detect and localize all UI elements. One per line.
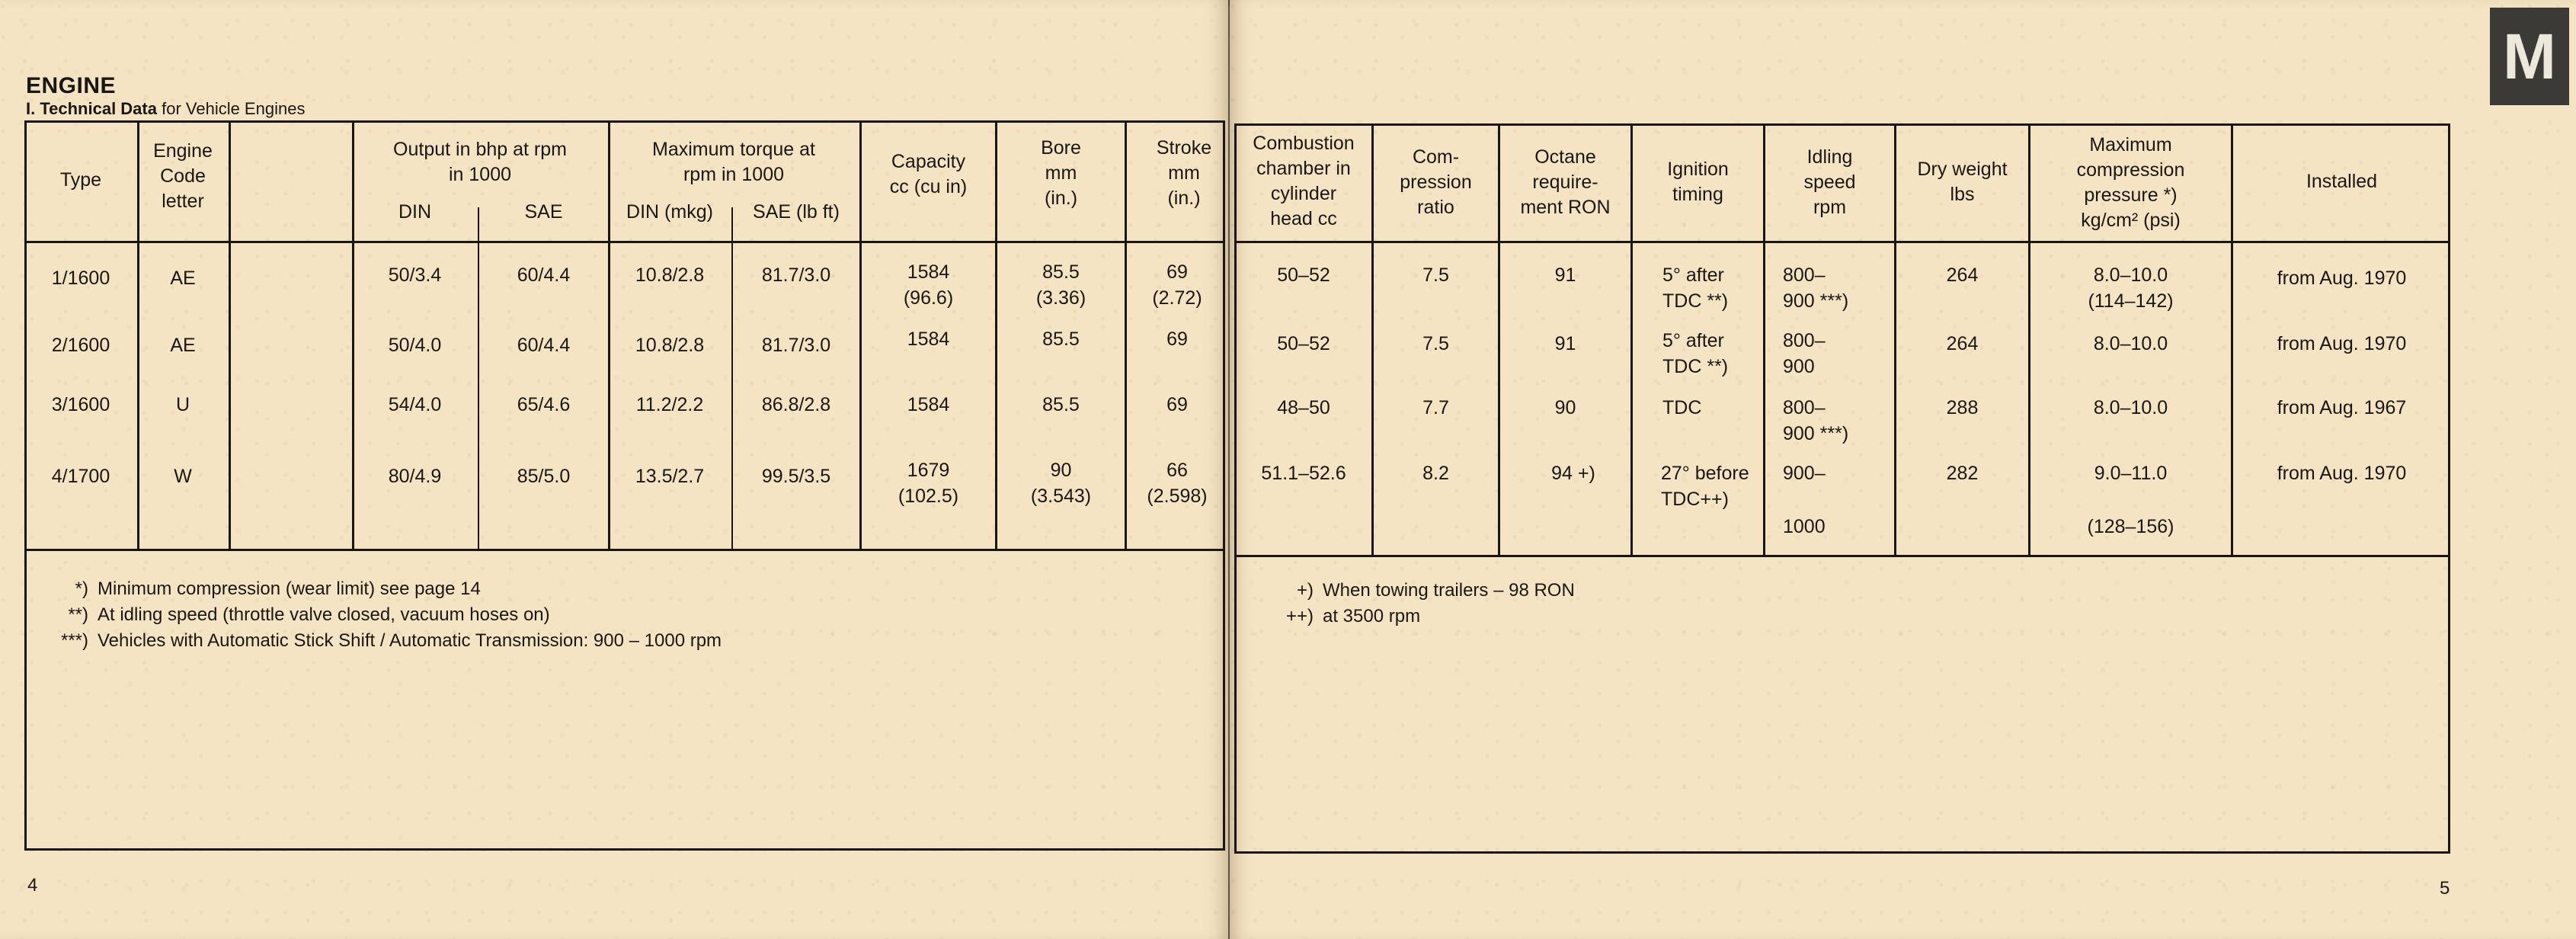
cell-capacity	[862, 457, 995, 509]
cell-torque-sae: 86.8/2.8	[761, 394, 831, 415]
cell-output-sae: 65/4.6	[517, 394, 571, 415]
footnote-mark: ++)	[1285, 606, 1314, 627]
page-number-right: 5	[2440, 878, 2450, 899]
cell-max-compression-psi: (128–156)	[2087, 516, 2174, 537]
cell-bore: 85.5	[1042, 328, 1080, 350]
header-torque-din: DIN (mkg)	[626, 201, 713, 223]
header-combustion-l3: cylinder	[1270, 183, 1337, 204]
cell-bore: 85.5	[1042, 394, 1080, 415]
header-bore-l1: Bore	[1041, 137, 1081, 159]
cell-dry-weight: 264	[1946, 333, 1979, 354]
header-compression-l2: pression	[1400, 171, 1472, 193]
cell-ignition	[1662, 395, 1762, 421]
header-combustion-l1: Combustion	[1253, 133, 1355, 154]
cell-code: W	[174, 466, 192, 487]
cell-idling-l2: 900 ***)	[1783, 423, 1849, 444]
header-type: Type	[59, 169, 102, 191]
header-idling-l3: rpm	[1813, 197, 1847, 218]
cell-max-compression: 8.0–10.0	[2093, 333, 2168, 354]
header-ignition	[1633, 157, 1763, 207]
cell-ignition-l1: TDC	[1662, 397, 1702, 418]
cell-dry-weight: 282	[1946, 463, 1979, 484]
cell-idling-l2: 1000	[1783, 516, 1826, 537]
cell-idling-l1: 900–	[1783, 463, 1826, 484]
cell-ignition-l1: 5° after	[1662, 330, 1724, 351]
cell-compression: 7.5	[1422, 264, 1449, 286]
footnote	[1265, 578, 1575, 604]
header-engine-code-l2: Code	[160, 165, 206, 187]
footnote-text: at 3500 rpm	[1323, 606, 1421, 627]
cell-installed: from Aug. 1970	[2277, 268, 2407, 289]
cell-torque-din: 13.5/2.7	[635, 466, 705, 487]
cell-torque-sae: 81.7/3.0	[761, 335, 831, 356]
cell-torque-din: 10.8/2.8	[635, 335, 705, 356]
cell-code: U	[175, 394, 190, 415]
cell-torque-sae: 99.5/3.5	[761, 466, 831, 487]
header-octane-l1: Octane	[1534, 146, 1596, 168]
cell-idling-l2: 900 ***)	[1783, 290, 1849, 312]
header-capacity-l1: Capacity	[891, 151, 966, 172]
section-subtitle	[26, 99, 305, 119]
header-torque-l2: rpm in 1000	[683, 164, 785, 185]
cell-max-compression-psi: (114–142)	[2088, 290, 2174, 312]
header-installed: Installed	[2306, 171, 2378, 192]
header-output-l2: in 1000	[448, 164, 512, 185]
cell-torque-din: 10.8/2.8	[635, 264, 705, 286]
cell-capacity-cc: 1584	[907, 261, 950, 283]
cell-dry-weight: 288	[1946, 397, 1979, 418]
header-bore	[997, 136, 1125, 211]
header-max-compression-l2: compression	[2076, 159, 2185, 181]
header-dry-weight	[1896, 157, 2028, 207]
footnote-mark: *)	[75, 578, 88, 599]
cell-idling-l1: 800–	[1783, 264, 1826, 286]
cell-idling	[1783, 262, 1890, 314]
section-tab-m: M	[2490, 8, 2569, 105]
cell-dry-weight: 264	[1946, 264, 1979, 286]
cell-code: AE	[170, 268, 196, 289]
cell-combustion: 51.1–52.6	[1261, 463, 1346, 484]
header-ignition-l2: timing	[1672, 184, 1723, 205]
footnote-text: Vehicles with Automatic Stick Shift / Automatic Transmission: 900 – 1000 rpm	[98, 630, 722, 651]
section-title: ENGINE	[26, 73, 117, 98]
cell-stroke-mm: 66	[1166, 460, 1188, 481]
cell-capacity-cuin: (102.5)	[898, 486, 959, 507]
left-body-rule	[24, 549, 1225, 551]
cell-max-compression-kg: 9.0–11.0	[2094, 463, 2168, 484]
cell-output-sae: 85/5.0	[517, 466, 571, 487]
header-idling-l2: speed	[1803, 171, 1856, 193]
footnote-mark: ***)	[60, 630, 88, 651]
cell-ignition-l1: 5° after	[1662, 264, 1724, 286]
header-combustion-l4: head cc	[1270, 208, 1337, 229]
cell-idling-l1: 800–	[1783, 397, 1826, 418]
cell-ignition-l2: TDC++)	[1661, 489, 1729, 510]
subtitle-bold: I. Technical Data	[26, 99, 157, 118]
cell-bore-in: (3.543)	[1030, 486, 1092, 507]
header-max-compression	[2030, 133, 2231, 233]
header-max-compression-l3: pressure *)	[2084, 184, 2178, 206]
header-dry-weight-l2: lbs	[1950, 184, 1975, 205]
left-col-divider	[478, 207, 479, 550]
footnote	[15, 576, 481, 602]
cell-octane: 91	[1554, 333, 1576, 354]
header-torque	[608, 137, 859, 187]
left-page	[0, 0, 1228, 939]
cell-torque-din: 11.2/2.2	[635, 394, 704, 415]
header-compression-l3: ratio	[1417, 197, 1454, 218]
footnote	[15, 628, 722, 654]
cell-combustion: 50–52	[1277, 333, 1330, 354]
cell-ignition-l1: 27° before	[1661, 463, 1749, 484]
cell-max-compression-kg: 8.0–10.0	[2093, 264, 2168, 286]
left-col-divider	[229, 120, 231, 550]
left-header-rule	[24, 241, 1225, 243]
cell-idling-l2: 900	[1783, 356, 1815, 377]
footnote-text: At idling speed (throttle valve closed, vacuum hoses on)	[98, 604, 550, 625]
cell-octane: 90	[1554, 397, 1576, 418]
cell-idling-l1: 800–	[1783, 330, 1826, 351]
cell-idling	[1783, 328, 1890, 380]
header-octane-l3: ment RON	[1520, 197, 1611, 218]
cell-output-din: 80/4.9	[388, 466, 442, 487]
left-col-divider	[731, 207, 733, 550]
page-number-left: 4	[27, 875, 38, 896]
header-combustion	[1236, 131, 1371, 232]
header-engine-code-l3: letter	[162, 191, 204, 212]
header-output-sae: SAE	[524, 201, 563, 223]
header-max-compression-l4: kg/cm² (psi)	[2081, 210, 2181, 231]
header-compression-l1: Com-	[1412, 146, 1460, 168]
cell-installed: from Aug. 1967	[2277, 397, 2407, 418]
cell-output-din: 54/4.0	[388, 394, 442, 415]
cell-stroke	[1127, 259, 1227, 311]
cell-capacity	[862, 259, 995, 311]
cell-compression: 7.5	[1422, 333, 1449, 354]
header-output-l1: Output in bhp at rpm	[393, 139, 567, 160]
header-idling-l1: Idling	[1806, 146, 1853, 168]
cell-capacity: 1584	[907, 394, 950, 415]
cell-max-compression	[2030, 262, 2231, 314]
footnote-mark: **)	[68, 604, 88, 625]
cell-output-din: 50/4.0	[388, 335, 442, 356]
footnote-text: When towing trailers – 98 RON	[1323, 580, 1575, 601]
header-stroke-l1: Stroke	[1156, 137, 1212, 159]
cell-type: 3/1600	[51, 394, 110, 415]
header-bore-l3: (in.)	[1044, 187, 1078, 209]
header-output-din: DIN	[398, 201, 432, 223]
cell-max-compression: 8.0–10.0	[2093, 397, 2168, 418]
cell-ignition	[1661, 460, 1763, 512]
cell-type: 4/1700	[51, 466, 110, 487]
cell-stroke: 69	[1166, 328, 1188, 350]
cell-stroke-in: (2.72)	[1152, 287, 1202, 309]
cell-output-din: 50/3.4	[388, 264, 442, 286]
cell-capacity-cuin: (96.6)	[903, 287, 954, 309]
header-stroke-l3: (in.)	[1167, 187, 1201, 209]
subtitle-rest: for Vehicle Engines	[156, 99, 306, 118]
cell-bore	[997, 259, 1125, 311]
cell-compression: 8.2	[1422, 463, 1449, 484]
cell-stroke: 69	[1166, 394, 1188, 415]
header-idling	[1765, 145, 1894, 220]
header-capacity-l2: cc (cu in)	[889, 176, 968, 197]
cell-output-sae: 60/4.4	[517, 264, 571, 286]
header-ignition-l1: Ignition	[1667, 159, 1729, 180]
right-header-rule	[1234, 241, 2450, 243]
cell-stroke	[1127, 457, 1227, 509]
cell-ignition	[1662, 328, 1762, 380]
header-max-compression-l1: Maximum	[2089, 134, 2172, 155]
cell-bore-mm: 90	[1050, 460, 1072, 481]
header-dry-weight-l1: Dry weight	[1917, 159, 2008, 180]
cell-compression: 7.7	[1422, 397, 1449, 418]
footnote-text: Minimum compression (wear limit) see page 14	[98, 578, 481, 599]
header-output	[352, 137, 608, 187]
header-combustion-l2: chamber in	[1256, 158, 1351, 179]
cell-capacity: 1584	[907, 328, 950, 350]
header-compression	[1374, 145, 1498, 220]
cell-octane: 94 +)	[1551, 463, 1595, 484]
cell-octane: 91	[1554, 264, 1576, 286]
cell-ignition	[1662, 262, 1762, 314]
cell-code: AE	[170, 335, 196, 356]
cell-bore-mm: 85.5	[1042, 261, 1080, 283]
cell-installed: from Aug. 1970	[2277, 463, 2407, 484]
cell-bore	[997, 457, 1125, 509]
cell-idling	[1783, 395, 1890, 447]
cell-torque-sae: 81.7/3.0	[761, 264, 831, 286]
cell-ignition-l2: TDC **)	[1662, 356, 1729, 377]
footnote	[15, 602, 550, 628]
cell-max-compression	[2030, 460, 2231, 540]
cell-combustion: 50–52	[1277, 264, 1330, 286]
cell-output-sae: 60/4.4	[517, 335, 571, 356]
header-torque-sae: SAE (lb ft)	[753, 201, 840, 223]
cell-stroke-in: (2.598)	[1147, 486, 1208, 507]
footnote	[1265, 604, 1420, 630]
cell-type: 1/1600	[51, 268, 110, 289]
header-torque-l1: Maximum torque at	[652, 139, 815, 160]
header-capacity	[862, 149, 995, 200]
header-stroke-l2: mm	[1168, 162, 1200, 184]
header-engine-code-l1: Engine	[153, 140, 213, 162]
cell-capacity-cc: 1679	[907, 460, 950, 481]
cell-idling	[1783, 460, 1890, 540]
header-engine-code	[137, 139, 229, 214]
header-stroke	[1127, 136, 1241, 211]
cell-stroke-mm: 69	[1166, 261, 1188, 283]
footnote-mark: +)	[1296, 580, 1314, 601]
header-octane	[1500, 145, 1630, 220]
cell-combustion: 48–50	[1277, 397, 1330, 418]
cell-bore-in: (3.36)	[1035, 287, 1086, 309]
cell-installed: from Aug. 1970	[2277, 333, 2407, 354]
cell-ignition-l2: TDC **)	[1662, 290, 1729, 312]
header-octane-l2: require-	[1532, 171, 1598, 193]
right-body-rule	[1234, 555, 2450, 557]
cell-type: 2/1600	[51, 335, 110, 356]
header-bore-l2: mm	[1045, 162, 1077, 184]
